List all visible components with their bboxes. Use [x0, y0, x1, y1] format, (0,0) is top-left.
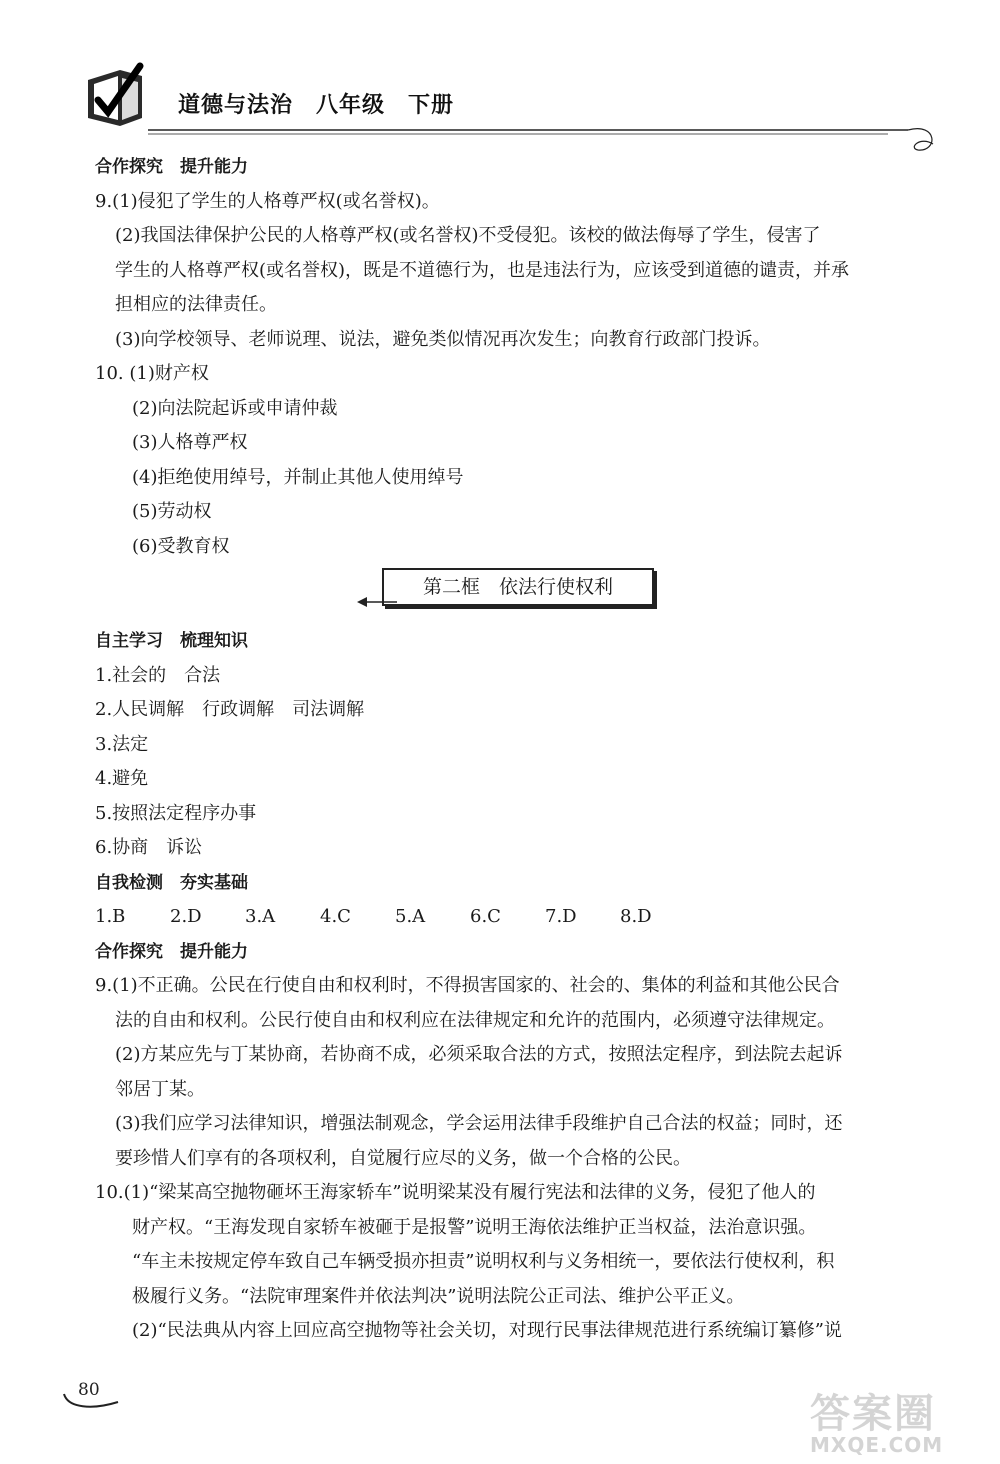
watermark-logo: 答案圈 — [810, 1391, 936, 1437]
answer-line: (3)我们应学习法律知识，增强法制观念，学会运用法律手段维护自己合法的权益；同时，还 — [115, 1113, 843, 1134]
page-number: 80 — [78, 1380, 100, 1400]
answer-line: 担相应的法律责任。 — [115, 294, 277, 315]
answer-line: 要珍惜人们享有的各项权利，自觉履行应尽的义务，做一个合格的公民。 — [115, 1147, 691, 1169]
answer-line: 5.按照法定程序办事 — [95, 802, 257, 824]
multiple-choice-answers — [95, 900, 925, 935]
section-heading: 自我检测 夯实基础 — [95, 872, 248, 893]
answer-line: (3)人格尊严权 — [132, 432, 248, 453]
answer-line: 6.协商 诉讼 — [95, 837, 203, 858]
answer-line: 邻居丁某。 — [115, 1078, 205, 1100]
page-content — [95, 150, 925, 1349]
answer-line: 4.避免 — [95, 768, 149, 789]
answer-line: “车主未按规定停车致自己车辆受损亦担责”说明权利与义务相统一，要依法行使权利，积 — [132, 1251, 835, 1272]
lesson-frame — [95, 564, 925, 624]
answer-line: (2)“民法典从内容上回应高空抛物等社会关切，对现行民事法律规范进行系统编订纂修”说 — [132, 1320, 842, 1341]
mc-answer: 5.A — [395, 906, 426, 927]
answer-line: 2.人民调解 行政调解 司法调解 — [95, 699, 365, 720]
answer-line: 9.(1)不正确。公民在行使自由和权利时，不得损害国家的、社会的、集体的利益和其他公民合 — [95, 975, 840, 996]
answer-line: (4)拒绝使用绰号，并制止其他人使用绰号 — [132, 466, 464, 488]
mc-answer: 2.D — [170, 906, 202, 927]
mc-answer: 7.D — [545, 906, 577, 927]
watermark — [810, 1382, 943, 1457]
header-title: 道德与法治 八年级 下册 — [178, 93, 455, 118]
page-header — [70, 52, 950, 162]
mc-answer: 8.D — [620, 906, 652, 927]
mc-answer: 4.C — [320, 906, 351, 927]
answer-line: (3)向学校领导、老师说理、说法，避免类似情况再次发生；向教育行政部门投诉。 — [115, 328, 771, 350]
answer-line: 9.(1)侵犯了学生的人格尊严权(或名誉权)。 — [95, 190, 440, 212]
answer-line: 法的自由和权利。公民行使自由和权利应在法律规定和允许的范围内，必须遵守法律规定。 — [115, 1009, 835, 1031]
answer-line: 学生的人格尊严权(或名誉权)，既是不道德行为，也是违法行为，应该受到道德的谴责，并承 — [115, 259, 850, 281]
answer-line: (2)我国法律保护公民的人格尊严权(或名誉权)不受侵犯。该校的做法侮辱了学生，侵害了 — [115, 225, 821, 246]
section-heading: 自主学习 梳理知识 — [95, 631, 248, 651]
answer-line: (2)方某应先与丁某协商，若协商不成，必须采取合法的方式，按照法定程序，到法院去起诉 — [115, 1044, 843, 1065]
answer-line: (5)劳动权 — [132, 501, 212, 522]
section-heading: 合作探究 提升能力 — [95, 157, 248, 177]
mc-answer: 6.C — [470, 906, 501, 927]
book-logo-icon — [80, 62, 158, 132]
answer-line: 3.法定 — [95, 733, 149, 755]
answer-line: 1.社会的 合法 — [95, 664, 221, 686]
answer-line: (6)受教育权 — [132, 535, 230, 557]
frame-title: 第二框 依法行使权利 — [382, 568, 654, 606]
answer-line: 10.(1)“梁某高空抛物砸坏王海家轿车”说明梁某没有履行宪法和法律的义务，侵犯了他人的 — [95, 1182, 816, 1203]
mc-answer: 1.B — [95, 906, 126, 927]
section-heading: 合作探究 提升能力 — [95, 941, 248, 962]
answer-line: 极履行义务。“法院审理案件并依法判决”说明法院公正司法、维护公平正义。 — [132, 1285, 745, 1307]
watermark-url: MXQE.COM — [810, 1433, 944, 1457]
answer-line: 10. (1)财产权 — [95, 363, 209, 384]
answer-line: (2)向法院起诉或申请仲裁 — [132, 397, 338, 419]
mc-answer: 3.A — [245, 906, 276, 927]
answer-line: 财产权。“王海发现自家轿车被砸于是报警”说明王海依法维护正当权益，法治意识强。 — [132, 1216, 817, 1238]
